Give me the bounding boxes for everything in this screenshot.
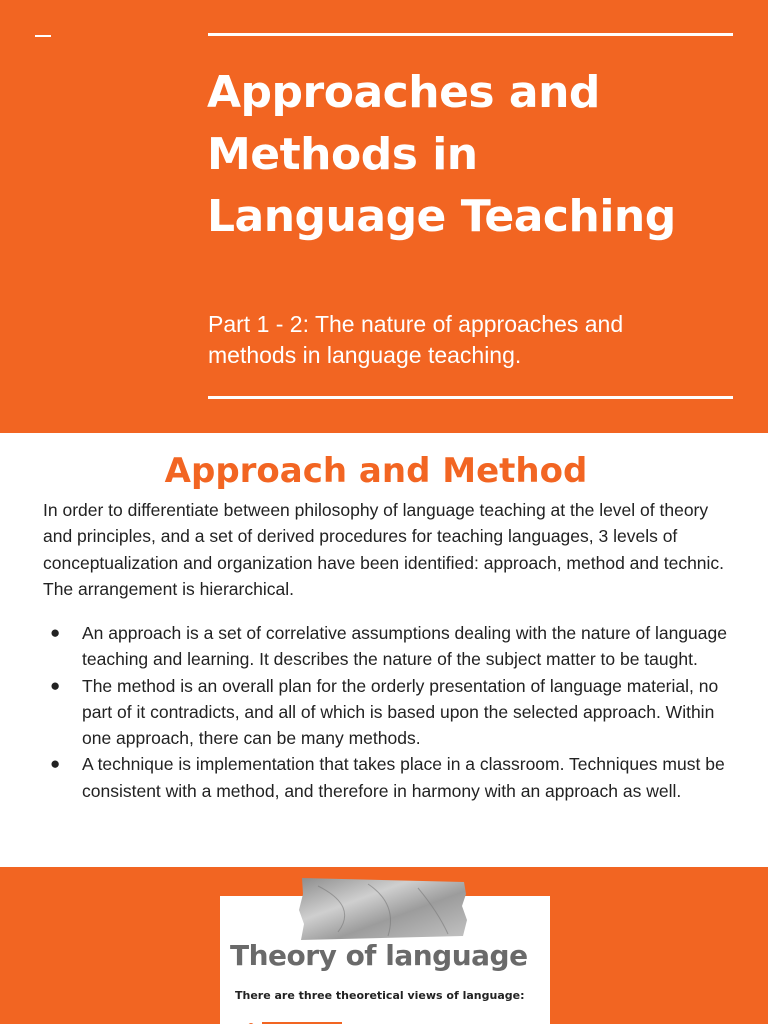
list-item bbox=[43, 673, 733, 752]
corner-dash bbox=[35, 35, 51, 37]
list-item-text: The method is an overall plan for the orderly presentation of language material, no part of it contradicts, and all of which is based upon the selected approach. Within one approach, there can be many methods. bbox=[82, 675, 719, 749]
list-item bbox=[43, 620, 733, 673]
approach-method-section bbox=[0, 433, 768, 867]
document-title bbox=[207, 62, 727, 248]
bottom-rule bbox=[208, 396, 733, 399]
intro-paragraph: In order to differentiate between philosophy of language teaching at the level of theory and principles, and a set of derived procedures for teaching languages, 3 levels of conceptualization and organization have been identified: approach, method and technic. The arrangement is hierarchical. bbox=[43, 500, 725, 599]
card-title: Theory of language bbox=[230, 939, 528, 972]
title-line-2: Methods in bbox=[207, 129, 478, 180]
bullet-icon: ● bbox=[50, 623, 61, 642]
list-item bbox=[43, 751, 733, 804]
bullet-icon: ● bbox=[50, 754, 61, 774]
bullet-icon: ● bbox=[50, 675, 61, 695]
list-item-text: An approach is a set of correlative assumptions dealing with the nature of language teaching and learning. It describes the nature of the subject matter to be taught. bbox=[82, 623, 727, 670]
title-line-1: Approaches and bbox=[207, 67, 600, 118]
title-page bbox=[0, 0, 768, 433]
top-rule bbox=[208, 33, 733, 36]
cut-off-list-item bbox=[248, 1017, 368, 1024]
definition-list bbox=[43, 620, 733, 804]
title-line-3: Language Teaching bbox=[207, 191, 676, 242]
document-subtitle: Part 1 - 2: The nature of approaches and methods in language teaching. bbox=[208, 311, 624, 368]
card-subtitle: There are three theoretical views of language: bbox=[235, 989, 525, 1002]
next-page-band bbox=[0, 867, 768, 1024]
list-item-text: A technique is implementation that takes place in a classroom. Techniques must be consistent with a method, and therefore in harmony with an approach as well. bbox=[82, 754, 725, 801]
tape-graphic bbox=[298, 876, 468, 942]
section-heading: Approach and Method bbox=[164, 451, 588, 491]
